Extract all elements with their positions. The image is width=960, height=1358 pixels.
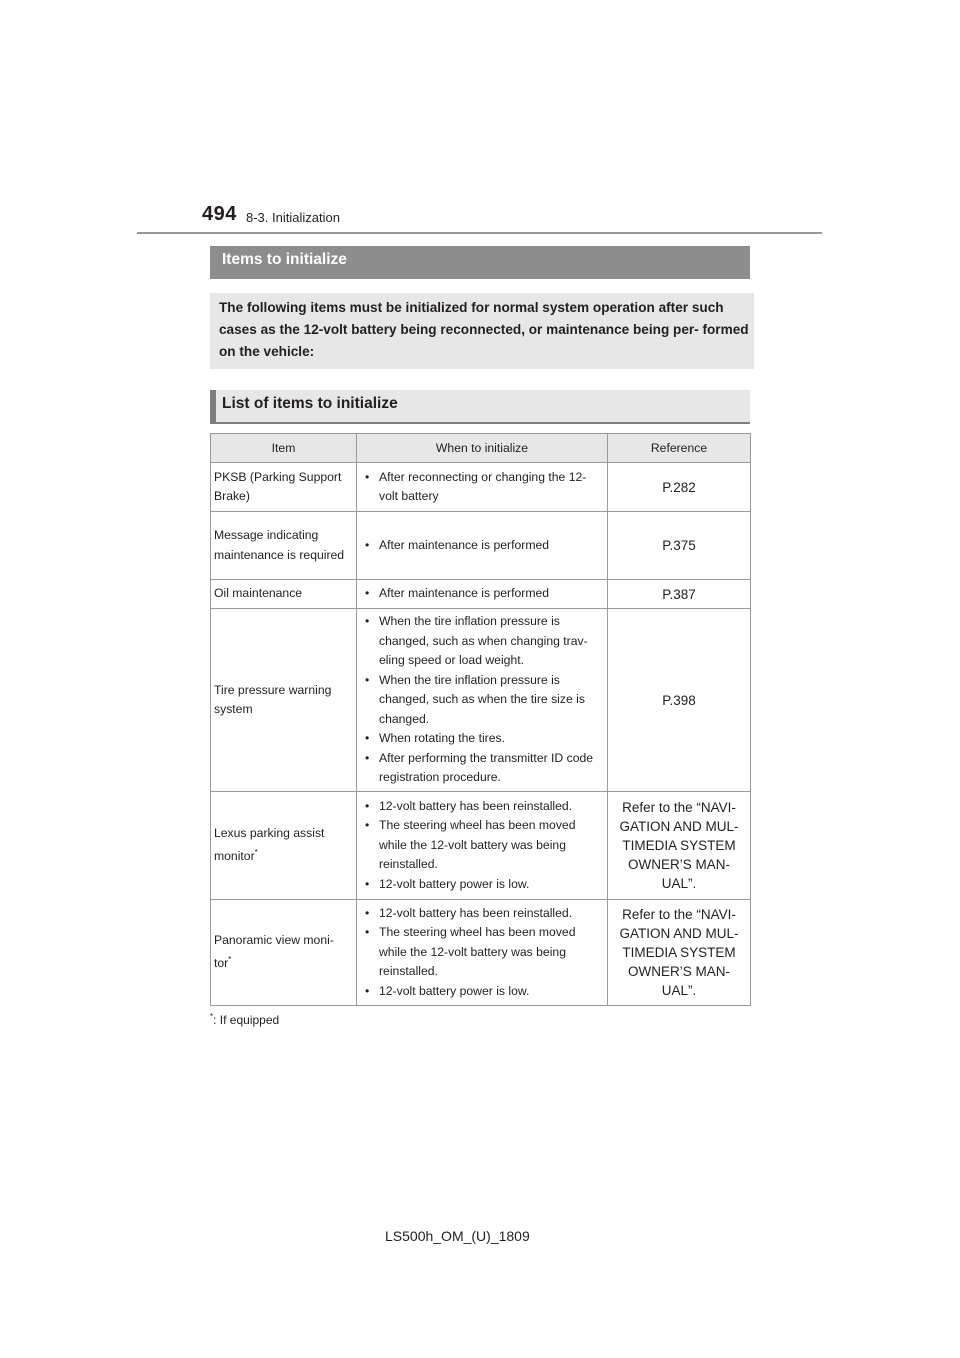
intro-text: The following items must be initialized for normal system operation after such cases as the 12-volt battery being reconnected, or maintenance being per- formed on the vehicle: <box>219 300 749 359</box>
list-bar-accent <box>210 390 216 422</box>
when-cell <box>357 609 608 792</box>
item-cell <box>211 463 357 512</box>
reference-cell: Refer to the “NAVI- GATION AND MUL- TIMEDIA SYSTEM OWNER’S MAN- UAL”. <box>608 900 751 1006</box>
item-cell <box>211 609 357 792</box>
when-list-item: • 12-volt battery has been reinstalled. <box>365 904 603 924</box>
when-list <box>365 536 603 556</box>
when-list-item: • 12-volt battery has been reinstalled. <box>365 797 603 817</box>
when-list-item: • The steering wheel has been moved while the 12-volt battery was being reinstalled. <box>365 816 603 875</box>
item-name: Panoramic view moni- tor <box>214 932 334 971</box>
item-name: Oil maintenance <box>214 586 303 601</box>
table-row <box>211 609 751 792</box>
when-list <box>365 584 603 604</box>
footnote <box>210 1012 279 1027</box>
when-list-item: • After reconnecting or changing the 12-volt battery <box>365 468 603 507</box>
initialization-table <box>210 433 751 1006</box>
when-cell <box>357 580 608 609</box>
footnote-reference-mark: * <box>254 848 258 858</box>
table-row <box>211 580 751 609</box>
when-list-item: • After maintenance is performed <box>365 536 603 556</box>
header-item: Item <box>211 434 357 463</box>
items-to-initialize-heading: Items to initialize <box>222 251 347 268</box>
item-cell <box>211 512 357 580</box>
page-number: 494 <box>202 203 237 225</box>
when-list-item: • 12-volt battery power is low. <box>365 982 603 1002</box>
when-cell <box>357 792 608 900</box>
list-bar-underline <box>210 422 750 424</box>
list-of-items-heading: List of items to initialize <box>222 395 398 412</box>
table-row <box>211 463 751 512</box>
when-list <box>365 468 603 507</box>
reference-cell: P.282 <box>608 463 751 512</box>
item-cell <box>211 792 357 900</box>
table-row <box>211 792 751 900</box>
table-row <box>211 900 751 1006</box>
footnote-reference-mark: * <box>228 955 232 965</box>
when-cell <box>357 512 608 580</box>
table-header-row <box>211 434 751 463</box>
item-name: Message indicating maintenance is required <box>214 528 345 562</box>
when-list-item: • After performing the transmitter ID code registration procedure. <box>365 749 603 788</box>
when-list <box>365 612 603 788</box>
when-list-item: • 12-volt battery power is low. <box>365 875 603 895</box>
when-list <box>365 904 603 1002</box>
when-list-item: • When the tire inflation pressure is changed, such as when changing trav- eling speed or load weight. <box>365 612 603 671</box>
when-list-item: • After maintenance is performed <box>365 584 603 604</box>
when-list <box>365 797 603 895</box>
when-cell <box>357 463 608 512</box>
reference-cell: Refer to the “NAVI- GATION AND MUL- TIMEDIA SYSTEM OWNER’S MAN- UAL”. <box>608 792 751 900</box>
table-row <box>211 512 751 580</box>
item-name: PKSB (Parking Support Brake) <box>214 469 342 503</box>
section-title: 8-3. Initialization <box>246 210 340 225</box>
when-cell <box>357 900 608 1006</box>
item-name: Lexus parking assist monitor <box>214 825 325 864</box>
item-cell <box>211 900 357 1006</box>
header-reference: Reference <box>608 434 751 463</box>
when-list-item: • When the tire inflation pressure is changed, such as when the tire size is changed. <box>365 671 603 730</box>
reference-cell: P.387 <box>608 580 751 609</box>
when-list-item: • The steering wheel has been moved while the 12-volt battery was being reinstalled. <box>365 923 603 982</box>
item-cell <box>211 580 357 609</box>
when-list-item: • When rotating the tires. <box>365 729 603 749</box>
header-divider <box>137 232 822 234</box>
header-when: When to initialize <box>357 434 608 463</box>
reference-cell: P.398 <box>608 609 751 792</box>
reference-cell: P.375 <box>608 512 751 580</box>
item-name: Tire pressure warning system <box>214 682 332 716</box>
footnote-mark: * <box>210 1012 214 1021</box>
footnote-text: : If equipped <box>213 1013 280 1027</box>
footer-doc-code: LS500h_OM_(U)_1809 <box>385 1228 530 1244</box>
